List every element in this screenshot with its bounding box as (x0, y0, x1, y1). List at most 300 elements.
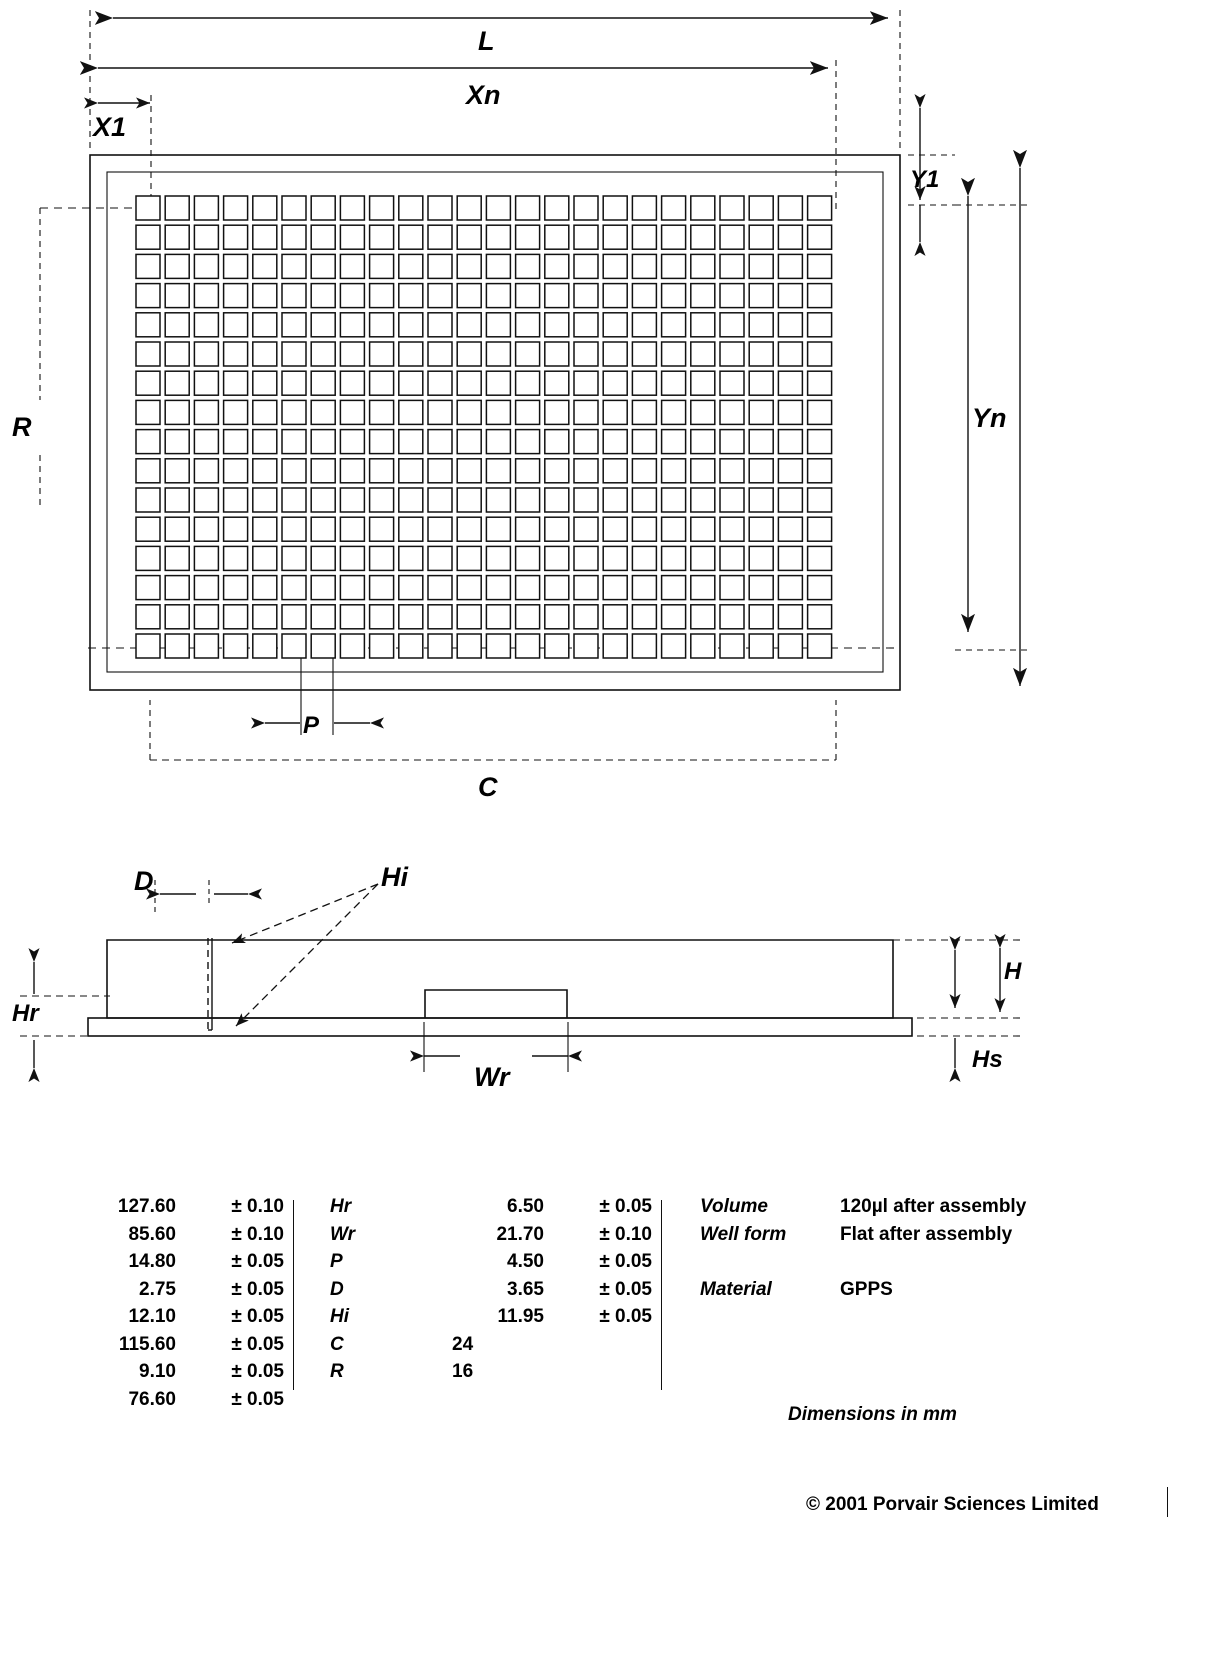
spec-symbol: R (330, 1361, 344, 1382)
well (632, 400, 656, 424)
well (253, 634, 277, 658)
well (282, 254, 306, 278)
well (778, 430, 802, 454)
spec-tolerance: ± 0.05 (231, 1278, 284, 1300)
well (399, 254, 423, 278)
well (136, 400, 160, 424)
well (778, 459, 802, 483)
well (457, 576, 481, 600)
well (603, 517, 627, 541)
well (691, 254, 715, 278)
well (574, 400, 598, 424)
well (632, 430, 656, 454)
well (574, 546, 598, 570)
well (136, 517, 160, 541)
well (574, 430, 598, 454)
spec-row (330, 1306, 652, 1334)
well (778, 546, 802, 570)
well (778, 196, 802, 220)
well (749, 430, 773, 454)
spec-value: 9.10 (139, 1361, 176, 1382)
well (194, 284, 218, 308)
spec-symbol: C (330, 1333, 344, 1355)
well (486, 196, 510, 220)
well (253, 342, 277, 366)
spec-property-row (700, 1196, 1120, 1224)
well (253, 430, 277, 454)
well (720, 196, 744, 220)
dim-label-Yn: Yn (972, 403, 1007, 433)
well (282, 225, 306, 249)
spec-tolerance: ± 0.10 (231, 1196, 284, 1217)
well (603, 313, 627, 337)
well (311, 225, 335, 249)
well (399, 313, 423, 337)
well (194, 634, 218, 658)
well (194, 196, 218, 220)
well (720, 254, 744, 278)
well (253, 459, 277, 483)
well (194, 459, 218, 483)
well (720, 400, 744, 424)
well (399, 225, 423, 249)
well (370, 459, 394, 483)
well (691, 342, 715, 366)
well (749, 517, 773, 541)
well (545, 371, 569, 395)
well (457, 400, 481, 424)
well (399, 400, 423, 424)
spec-value: 85.60 (128, 1223, 176, 1245)
well (370, 400, 394, 424)
well (808, 284, 832, 308)
spec-row (330, 1361, 620, 1389)
well (516, 517, 540, 541)
well (457, 546, 481, 570)
well (486, 459, 510, 483)
well (486, 400, 510, 424)
well (778, 342, 802, 366)
spec-symbol (0, 1389, 58, 1411)
well (778, 488, 802, 512)
well (720, 517, 744, 541)
well (194, 546, 218, 570)
well (749, 342, 773, 366)
well (486, 430, 510, 454)
spec-symbol: Wr (330, 1223, 355, 1245)
well (691, 371, 715, 395)
well (399, 488, 423, 512)
well (808, 196, 832, 220)
well (136, 254, 160, 278)
well (778, 517, 802, 541)
well (457, 634, 481, 658)
well (224, 254, 248, 278)
well (778, 605, 802, 629)
well (632, 546, 656, 570)
well (311, 342, 335, 366)
well (603, 430, 627, 454)
well (603, 342, 627, 366)
well (749, 546, 773, 570)
well (165, 517, 189, 541)
spec-row (0, 1388, 284, 1417)
well (311, 371, 335, 395)
well (720, 284, 744, 308)
well (428, 488, 452, 512)
well (486, 313, 510, 337)
well (165, 546, 189, 570)
well (574, 488, 598, 512)
well (486, 284, 510, 308)
spec-value: 4.50 (507, 1251, 544, 1272)
well (691, 605, 715, 629)
well (691, 517, 715, 541)
well (136, 430, 160, 454)
spec-property-name: Volume (700, 1196, 768, 1217)
well (486, 517, 510, 541)
well (136, 225, 160, 249)
well (778, 634, 802, 658)
well (224, 546, 248, 570)
spec-symbol (0, 1196, 58, 1218)
well (486, 634, 510, 658)
well (399, 196, 423, 220)
well (603, 488, 627, 512)
well (428, 284, 452, 308)
spec-column-dimensions-secondary (330, 1196, 652, 1389)
well (311, 517, 335, 541)
well (282, 634, 306, 658)
well (749, 225, 773, 249)
well (224, 313, 248, 337)
well (720, 430, 744, 454)
well (428, 430, 452, 454)
well (486, 254, 510, 278)
well (603, 546, 627, 570)
well (370, 430, 394, 454)
spec-property-value: 120µl after assembly (840, 1196, 1027, 1217)
well (428, 342, 452, 366)
well (340, 576, 364, 600)
spec-symbol: D (330, 1278, 344, 1300)
well (749, 400, 773, 424)
well (370, 225, 394, 249)
spec-property-row (700, 1279, 1120, 1307)
spec-row (330, 1278, 652, 1307)
well (370, 605, 394, 629)
well (194, 488, 218, 512)
well (340, 225, 364, 249)
well (720, 488, 744, 512)
well (165, 313, 189, 337)
well (574, 605, 598, 629)
well (370, 488, 394, 512)
spec-symbol (0, 1334, 58, 1356)
spec-count: 16 (452, 1361, 474, 1382)
spec-value: 14.80 (128, 1251, 176, 1272)
well (136, 488, 160, 512)
well (253, 371, 277, 395)
well (399, 634, 423, 658)
well (808, 576, 832, 600)
well (603, 284, 627, 308)
spec-tolerance: ± 0.05 (231, 1333, 284, 1355)
well (574, 254, 598, 278)
well (399, 284, 423, 308)
well (662, 225, 686, 249)
spec-property-value: GPPS (840, 1278, 893, 1300)
well (370, 517, 394, 541)
well (516, 546, 540, 570)
well (282, 342, 306, 366)
well (194, 605, 218, 629)
well (808, 459, 832, 483)
well (603, 400, 627, 424)
well (370, 254, 394, 278)
well (340, 546, 364, 570)
well (545, 254, 569, 278)
well (340, 196, 364, 220)
well (720, 546, 744, 570)
well (749, 254, 773, 278)
spec-column-properties (700, 1196, 1120, 1306)
well (224, 284, 248, 308)
well (516, 313, 540, 337)
well (428, 605, 452, 629)
spec-row (0, 1306, 284, 1334)
well (399, 459, 423, 483)
well (136, 284, 160, 308)
well (486, 546, 510, 570)
well (282, 313, 306, 337)
table-divider-1 (293, 1200, 294, 1390)
well (516, 284, 540, 308)
well (428, 546, 452, 570)
spec-row (330, 1334, 620, 1362)
well (516, 459, 540, 483)
well (165, 459, 189, 483)
well (691, 488, 715, 512)
well (516, 430, 540, 454)
spec-value: 21.70 (496, 1223, 544, 1245)
well (632, 196, 656, 220)
well (574, 371, 598, 395)
well (457, 313, 481, 337)
well (545, 430, 569, 454)
spec-row (0, 1196, 284, 1224)
well (340, 284, 364, 308)
dim-label-Wr: Wr (474, 1062, 510, 1092)
well (603, 225, 627, 249)
spec-row (330, 1196, 652, 1224)
dim-label-Hr: Hr (12, 1000, 39, 1027)
well (516, 605, 540, 629)
table-divider-2 (661, 1200, 662, 1390)
well (194, 430, 218, 454)
well (603, 196, 627, 220)
well (574, 459, 598, 483)
well (224, 605, 248, 629)
well (632, 459, 656, 483)
well (632, 371, 656, 395)
well (194, 400, 218, 424)
well (457, 342, 481, 366)
well (370, 313, 394, 337)
well (691, 576, 715, 600)
well (457, 225, 481, 249)
well (340, 634, 364, 658)
well (311, 254, 335, 278)
well (662, 313, 686, 337)
well (194, 313, 218, 337)
well (574, 313, 598, 337)
well (691, 225, 715, 249)
well (399, 605, 423, 629)
well (457, 459, 481, 483)
well (778, 400, 802, 424)
well (632, 225, 656, 249)
well (720, 459, 744, 483)
well (486, 605, 510, 629)
well (749, 284, 773, 308)
well (282, 576, 306, 600)
well (808, 517, 832, 541)
well (632, 488, 656, 512)
well (282, 459, 306, 483)
well (311, 546, 335, 570)
well (662, 459, 686, 483)
well (136, 196, 160, 220)
well (165, 371, 189, 395)
well (516, 371, 540, 395)
well (399, 517, 423, 541)
spec-value: 127.60 (117, 1196, 176, 1217)
well (428, 400, 452, 424)
well (808, 313, 832, 337)
well (691, 400, 715, 424)
well (808, 225, 832, 249)
well (165, 430, 189, 454)
spec-value: 12.10 (128, 1306, 176, 1327)
spec-symbol (0, 1361, 58, 1383)
well (632, 576, 656, 600)
well (224, 371, 248, 395)
well (632, 517, 656, 541)
well (778, 576, 802, 600)
well (749, 605, 773, 629)
well (340, 430, 364, 454)
well (253, 605, 277, 629)
well (662, 576, 686, 600)
well (457, 605, 481, 629)
well (662, 546, 686, 570)
dim-label-H: H (1004, 958, 1022, 985)
well (662, 196, 686, 220)
well (428, 576, 452, 600)
well (574, 576, 598, 600)
spec-property-value: Flat after assembly (840, 1223, 1013, 1245)
dim-label-X1: X1 (93, 112, 127, 142)
spec-value: 6.50 (507, 1196, 544, 1217)
well (720, 313, 744, 337)
well (253, 196, 277, 220)
dim-label-Hi: Hi (381, 862, 408, 892)
well (340, 400, 364, 424)
well (311, 430, 335, 454)
well (808, 371, 832, 395)
well (253, 254, 277, 278)
well (574, 517, 598, 541)
well (428, 517, 452, 541)
well (165, 284, 189, 308)
well (282, 546, 306, 570)
well (136, 576, 160, 600)
well (282, 517, 306, 541)
well (165, 576, 189, 600)
well (545, 488, 569, 512)
well (486, 342, 510, 366)
well (399, 371, 423, 395)
well (136, 605, 160, 629)
well (165, 488, 189, 512)
well (399, 546, 423, 570)
well (691, 546, 715, 570)
well (253, 488, 277, 512)
well (486, 488, 510, 512)
well (136, 634, 160, 658)
copyright-rule (1167, 1487, 1168, 1517)
spec-tolerance: ± 0.05 (599, 1196, 652, 1217)
well (370, 196, 394, 220)
well (603, 576, 627, 600)
well (545, 634, 569, 658)
well (428, 459, 452, 483)
well (516, 488, 540, 512)
spec-symbol: Hi (330, 1306, 349, 1327)
well (340, 342, 364, 366)
well (720, 225, 744, 249)
well (253, 284, 277, 308)
well (340, 517, 364, 541)
well (808, 430, 832, 454)
well (311, 634, 335, 658)
spec-row (330, 1223, 652, 1252)
well (399, 430, 423, 454)
well (603, 634, 627, 658)
well (545, 400, 569, 424)
well (340, 371, 364, 395)
well (165, 400, 189, 424)
well (428, 313, 452, 337)
well (457, 488, 481, 512)
well (282, 196, 306, 220)
dim-label-L: L (478, 26, 495, 56)
well (632, 605, 656, 629)
spec-spacer (700, 1251, 1120, 1279)
spec-tolerance: ± 0.05 (599, 1278, 652, 1300)
well (224, 459, 248, 483)
well (253, 517, 277, 541)
well (370, 546, 394, 570)
spec-tolerance: ± 0.05 (231, 1361, 284, 1382)
well (808, 488, 832, 512)
well (224, 196, 248, 220)
well (486, 371, 510, 395)
well (486, 225, 510, 249)
well (311, 459, 335, 483)
well (662, 284, 686, 308)
